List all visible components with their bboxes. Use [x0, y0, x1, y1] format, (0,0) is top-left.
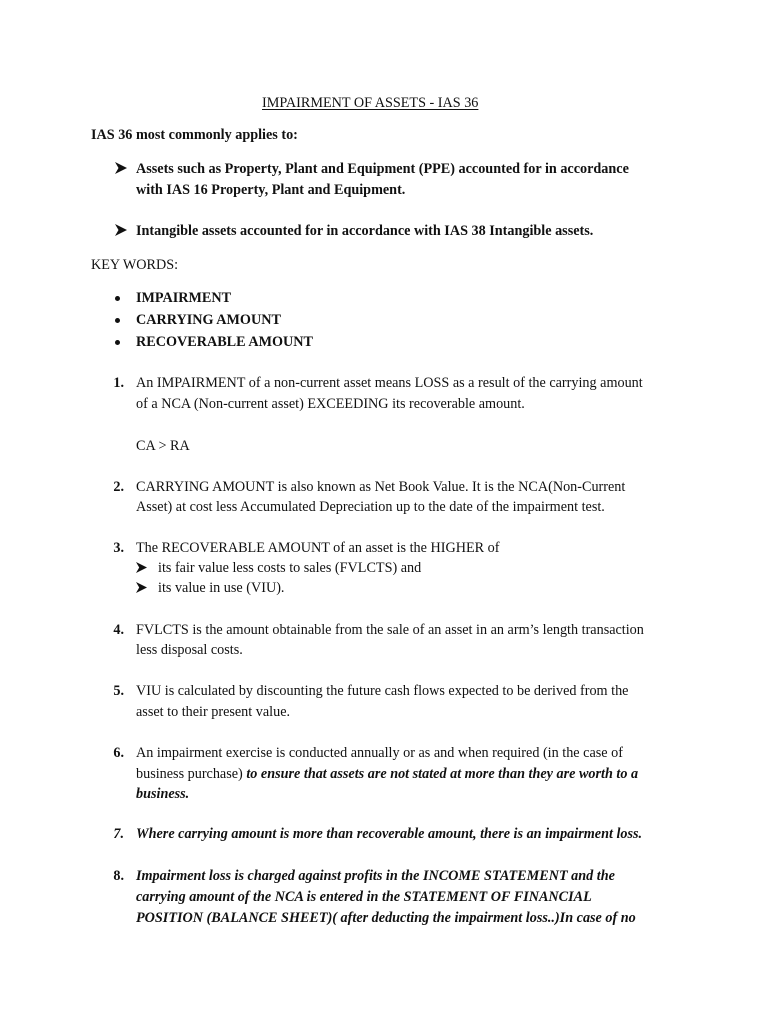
item-number: 7.: [113, 826, 124, 842]
item-number: 3.: [113, 540, 124, 556]
item-3-line-1: The RECOVERABLE AMOUNT of an asset is the HIGHER of: [136, 540, 500, 556]
item-number: 1.: [113, 375, 124, 391]
item-1-line-2: of a NCA (Non-current asset) EXCEEDING its recoverable amount.: [136, 396, 525, 412]
item-8-line-3: POSITION (BALANCE SHEET)( after deducting the impairment loss..)In case of no: [136, 910, 636, 926]
item-5-line-1: VIU is calculated by discounting the future cash flows expected to be derived from the: [136, 683, 629, 699]
item-number: 6.: [113, 745, 124, 761]
item-6-line-1: An impairment exercise is conducted annually or as and when required (in the case of: [136, 745, 623, 761]
key-word-item: IMPAIRMENT: [136, 290, 232, 306]
item-4-line-1: FVLCTS is the amount obtainable from the sale of an asset in an arm’s length transaction: [136, 622, 644, 638]
arrow-bullet-icon: [136, 582, 148, 596]
applies-to-item-1-line-2: with IAS 16 Property, Plant and Equipment.: [136, 182, 406, 198]
item-8-line-1: Impairment loss is charged against profits in the INCOME STATEMENT and the: [136, 868, 615, 884]
item-3-sub-1: its fair value less costs to sales (FVLCTS) and: [158, 560, 422, 576]
item-number: 4.: [113, 622, 124, 638]
item-6-line-3: business.: [136, 786, 190, 802]
item-2-line-1: CARRYING AMOUNT is also known as Net Book Value. It is the NCA(Non-Current: [136, 479, 626, 495]
bullet-icon: [115, 340, 120, 345]
item-3-sub-2: its value in use (VIU).: [158, 580, 285, 596]
applies-to-item-1-line-1: Assets such as Property, Plant and Equipment (PPE) accounted for in accordance: [136, 161, 629, 177]
key-words-heading: KEY WORDS:: [91, 257, 179, 273]
formula-text: CA > RA: [136, 438, 190, 454]
item-4-line-2: less disposal costs.: [136, 642, 243, 658]
arrow-bullet-icon: [136, 562, 148, 576]
item-2-line-2: Asset) at cost less Accumulated Depreciation up to the date of the impairment test.: [136, 499, 605, 515]
item-8-line-2: carrying amount of the NCA is entered in the STATEMENT OF FINANCIAL: [136, 889, 592, 905]
document-title: IMPAIRMENT OF ASSETS - IAS 36: [262, 95, 479, 111]
item-6-line-2-emphasis: to ensure that assets are not stated at more than they are worth to a: [246, 766, 639, 782]
item-6-line-2: [136, 766, 638, 783]
intro-text: IAS 36 most commonly applies to:: [91, 127, 298, 143]
item-6-line-2-plain: business purchase): [136, 766, 247, 782]
item-7-line-1: Where carrying amount is more than recoverable amount, there is an impairment loss.: [136, 826, 643, 842]
bullet-icon: [115, 296, 120, 301]
item-number: 2.: [113, 479, 124, 495]
item-number: 5.: [113, 683, 124, 699]
key-word-item: RECOVERABLE AMOUNT: [136, 334, 313, 350]
item-1-line-1: An IMPAIRMENT of a non-current asset means LOSS as a result of the carrying amount: [136, 375, 643, 391]
key-word-item: CARRYING AMOUNT: [136, 312, 281, 328]
bullet-icon: [115, 318, 120, 323]
arrow-bullet-icon: [115, 162, 127, 176]
applies-to-item-2-line-1: Intangible assets accounted for in accordance with IAS 38 Intangible assets.: [136, 223, 594, 239]
arrow-bullet-icon: [115, 224, 127, 238]
item-number: 8.: [113, 868, 124, 884]
item-5-line-2: asset to their present value.: [136, 704, 291, 720]
